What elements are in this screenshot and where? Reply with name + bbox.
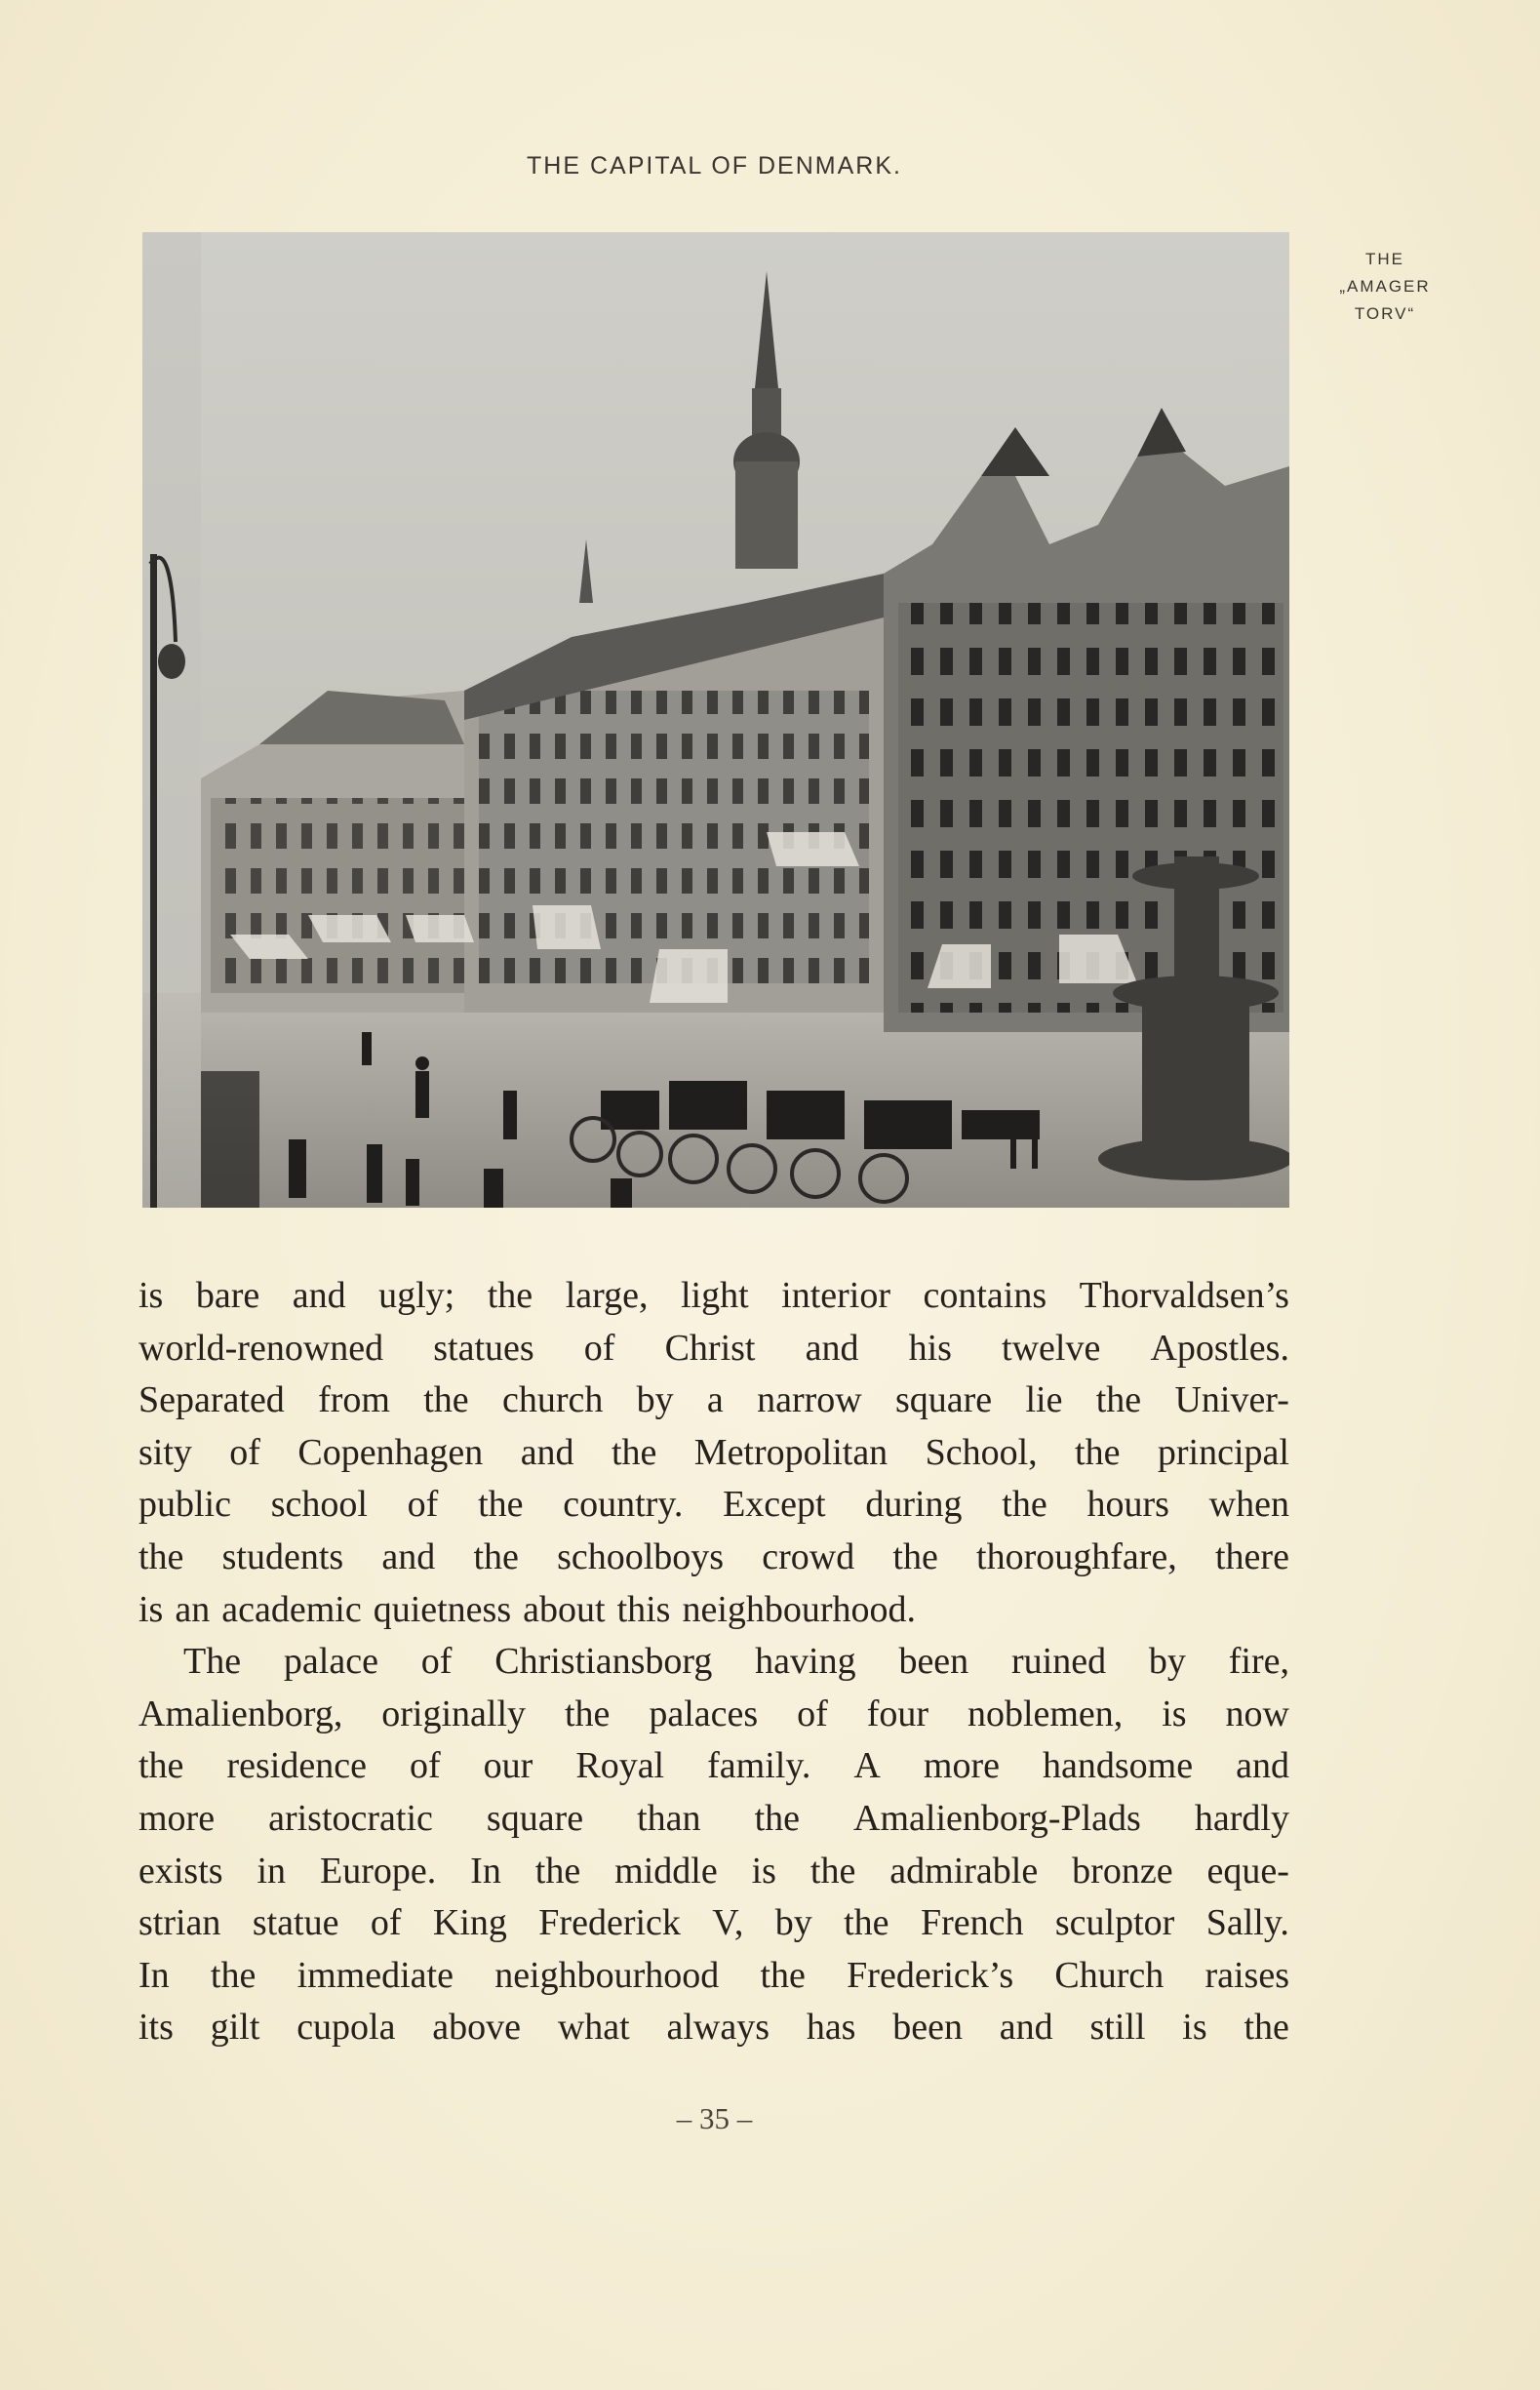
word: Christ	[664, 1327, 756, 1369]
text-line	[138, 2002, 1289, 2054]
word: about	[523, 1588, 606, 1630]
text-line	[138, 1950, 1289, 2003]
word: of	[409, 1745, 441, 1787]
word: has	[806, 2007, 856, 2049]
word: cupola	[296, 2007, 396, 2049]
plate-caption	[1312, 246, 1458, 328]
word: Copenhagen	[297, 1431, 484, 1473]
word: of	[797, 1693, 828, 1734]
word: French	[920, 1902, 1024, 1944]
word: raises	[1204, 1954, 1289, 1996]
word: contains	[923, 1275, 1047, 1316]
word: the	[534, 1850, 581, 1892]
word: immediate	[296, 1954, 454, 1996]
word: handsome	[1043, 1745, 1194, 1787]
text-line	[138, 1427, 1289, 1480]
word: In	[138, 1954, 170, 1996]
word: family.	[707, 1745, 811, 1787]
word: the	[138, 1535, 184, 1577]
word: V,	[712, 1902, 744, 1944]
word: gilt	[210, 2007, 260, 2049]
word: four	[866, 1693, 928, 1734]
street-photograph	[142, 232, 1289, 1208]
word: of	[420, 1641, 453, 1683]
word: Thorvaldsen’s	[1079, 1275, 1289, 1316]
word: a	[706, 1379, 724, 1421]
word: sculptor	[1054, 1902, 1175, 1944]
word: fire,	[1228, 1641, 1289, 1683]
word: church	[501, 1379, 604, 1421]
text-line	[138, 1323, 1289, 1375]
word: and	[1236, 1745, 1289, 1787]
word: been	[892, 2007, 963, 2049]
word: School,	[925, 1431, 1038, 1473]
word: the	[754, 1797, 800, 1839]
word: statues	[433, 1327, 534, 1369]
word: of	[407, 1484, 439, 1526]
word: our	[483, 1745, 533, 1787]
word: Metropolitan	[693, 1431, 888, 1473]
word: than	[637, 1797, 701, 1839]
word: twelve	[1002, 1327, 1101, 1369]
word: been	[898, 1641, 969, 1683]
word: the	[892, 1535, 938, 1577]
word: an	[175, 1588, 211, 1630]
word: from	[318, 1379, 390, 1421]
word: King	[432, 1902, 507, 1944]
word: is	[138, 1275, 164, 1316]
word: hardly	[1194, 1797, 1289, 1839]
word: the	[473, 1535, 519, 1577]
word: originally	[381, 1693, 527, 1734]
caption-line: „AMAGER	[1339, 277, 1431, 296]
word: eque-	[1206, 1850, 1289, 1892]
text-line	[138, 1479, 1289, 1532]
word: quietness	[373, 1588, 512, 1630]
text-line	[138, 1793, 1289, 1846]
word: and	[292, 1275, 346, 1316]
text-line	[138, 1636, 1289, 1689]
word: Frederick’s	[847, 1954, 1014, 1996]
word: the	[423, 1379, 469, 1421]
text-line	[138, 1689, 1289, 1741]
word: Royal	[575, 1745, 665, 1787]
word: Christiansborg	[494, 1641, 713, 1683]
word: bare	[195, 1275, 260, 1316]
text-line	[138, 1740, 1289, 1793]
word: square	[894, 1379, 993, 1421]
word: neighbourhood.	[682, 1588, 917, 1630]
word: Except	[723, 1484, 826, 1526]
word: bronze	[1072, 1850, 1173, 1892]
word: in	[257, 1850, 287, 1892]
word: and	[520, 1431, 574, 1473]
page-number: – 35 –	[676, 2101, 753, 2135]
word: more	[138, 1797, 216, 1839]
word: palace	[283, 1641, 378, 1683]
text-line	[138, 1374, 1289, 1427]
word: Apostles.	[1150, 1327, 1289, 1369]
word: lie	[1025, 1379, 1063, 1421]
word: narrow	[757, 1379, 862, 1421]
word: is	[1182, 2007, 1207, 2049]
word: academic	[221, 1588, 362, 1630]
word: world-renowned	[138, 1327, 384, 1369]
word: the	[1095, 1379, 1142, 1421]
word: still	[1089, 2007, 1146, 2049]
running-head: THE CAPITAL OF DENMARK.	[527, 152, 902, 179]
word: Europe.	[320, 1850, 437, 1892]
word: crowd	[762, 1535, 855, 1577]
word: there	[1214, 1535, 1289, 1577]
word: Univer-	[1174, 1379, 1289, 1421]
word: the	[564, 1693, 611, 1734]
word: now	[1225, 1693, 1289, 1734]
word: the	[1002, 1484, 1047, 1526]
word: the	[138, 1745, 184, 1787]
word: the	[1075, 1431, 1121, 1473]
word: strian	[138, 1902, 221, 1944]
word: the	[844, 1902, 889, 1944]
word: of	[370, 1902, 402, 1944]
word: Frederick	[538, 1902, 681, 1944]
text-line	[138, 1584, 1289, 1637]
word: above	[432, 2007, 522, 2049]
word: students	[221, 1535, 344, 1577]
caption-line: THE	[1365, 250, 1404, 268]
word: always	[666, 2007, 770, 2049]
word: of	[229, 1431, 260, 1473]
word: when	[1208, 1484, 1289, 1526]
word: having	[755, 1641, 856, 1683]
word: what	[557, 2007, 630, 2049]
word: his	[908, 1327, 952, 1369]
word: Amalienborg,	[138, 1693, 343, 1734]
word: ruined	[1011, 1641, 1107, 1683]
word: Amalienborg-Plads	[853, 1797, 1141, 1839]
lamp-post	[150, 554, 157, 1208]
word: by	[774, 1902, 812, 1944]
word: Separated	[138, 1379, 285, 1421]
word: its	[138, 2007, 174, 2049]
word: public	[138, 1484, 231, 1526]
text-line	[138, 1897, 1289, 1950]
word: interior	[781, 1275, 890, 1316]
word: aristocratic	[268, 1797, 433, 1839]
word: and	[999, 2007, 1053, 2049]
word: principal	[1157, 1431, 1289, 1473]
word: light	[680, 1275, 749, 1316]
text-line	[138, 1532, 1289, 1584]
word: noblemen,	[967, 1693, 1124, 1734]
word: of	[583, 1327, 615, 1369]
word: and	[381, 1535, 436, 1577]
word: the	[611, 1431, 657, 1473]
text-line	[138, 1270, 1289, 1323]
word: this	[616, 1588, 671, 1630]
word: more	[923, 1745, 1000, 1787]
word: The	[183, 1641, 242, 1683]
word: by	[1148, 1641, 1186, 1683]
word: schoolboys	[557, 1535, 725, 1577]
word: the	[210, 1954, 257, 1996]
word: admirable	[889, 1850, 1039, 1892]
word: the	[809, 1850, 856, 1892]
word: statue	[252, 1902, 339, 1944]
word: thoroughfare,	[976, 1535, 1177, 1577]
body-text	[138, 1270, 1289, 2054]
text-line	[138, 1846, 1289, 1898]
word: the	[487, 1275, 533, 1316]
word: Church	[1054, 1954, 1165, 1996]
word: square	[486, 1797, 584, 1839]
word: school	[270, 1484, 368, 1526]
word: is	[138, 1588, 164, 1630]
word: Sally.	[1205, 1902, 1289, 1944]
word: neighbourhood	[494, 1954, 720, 1996]
word: by	[636, 1379, 674, 1421]
word: the	[478, 1484, 524, 1526]
word: the	[1244, 2007, 1289, 2049]
word: middle	[614, 1850, 718, 1892]
caption-line: TORV“	[1354, 304, 1416, 323]
word: A	[853, 1745, 881, 1787]
word: palaces	[649, 1693, 759, 1734]
word: is	[751, 1850, 776, 1892]
word: is	[1162, 1693, 1187, 1734]
word: sity	[138, 1431, 192, 1473]
word: large,	[565, 1275, 649, 1316]
word: the	[760, 1954, 806, 1996]
word: residence	[226, 1745, 367, 1787]
word: exists	[138, 1850, 223, 1892]
word: during	[865, 1484, 963, 1526]
word: and	[805, 1327, 859, 1369]
word: country.	[563, 1484, 684, 1526]
word: hours	[1086, 1484, 1169, 1526]
word: In	[470, 1850, 501, 1892]
word: ugly;	[378, 1275, 455, 1316]
